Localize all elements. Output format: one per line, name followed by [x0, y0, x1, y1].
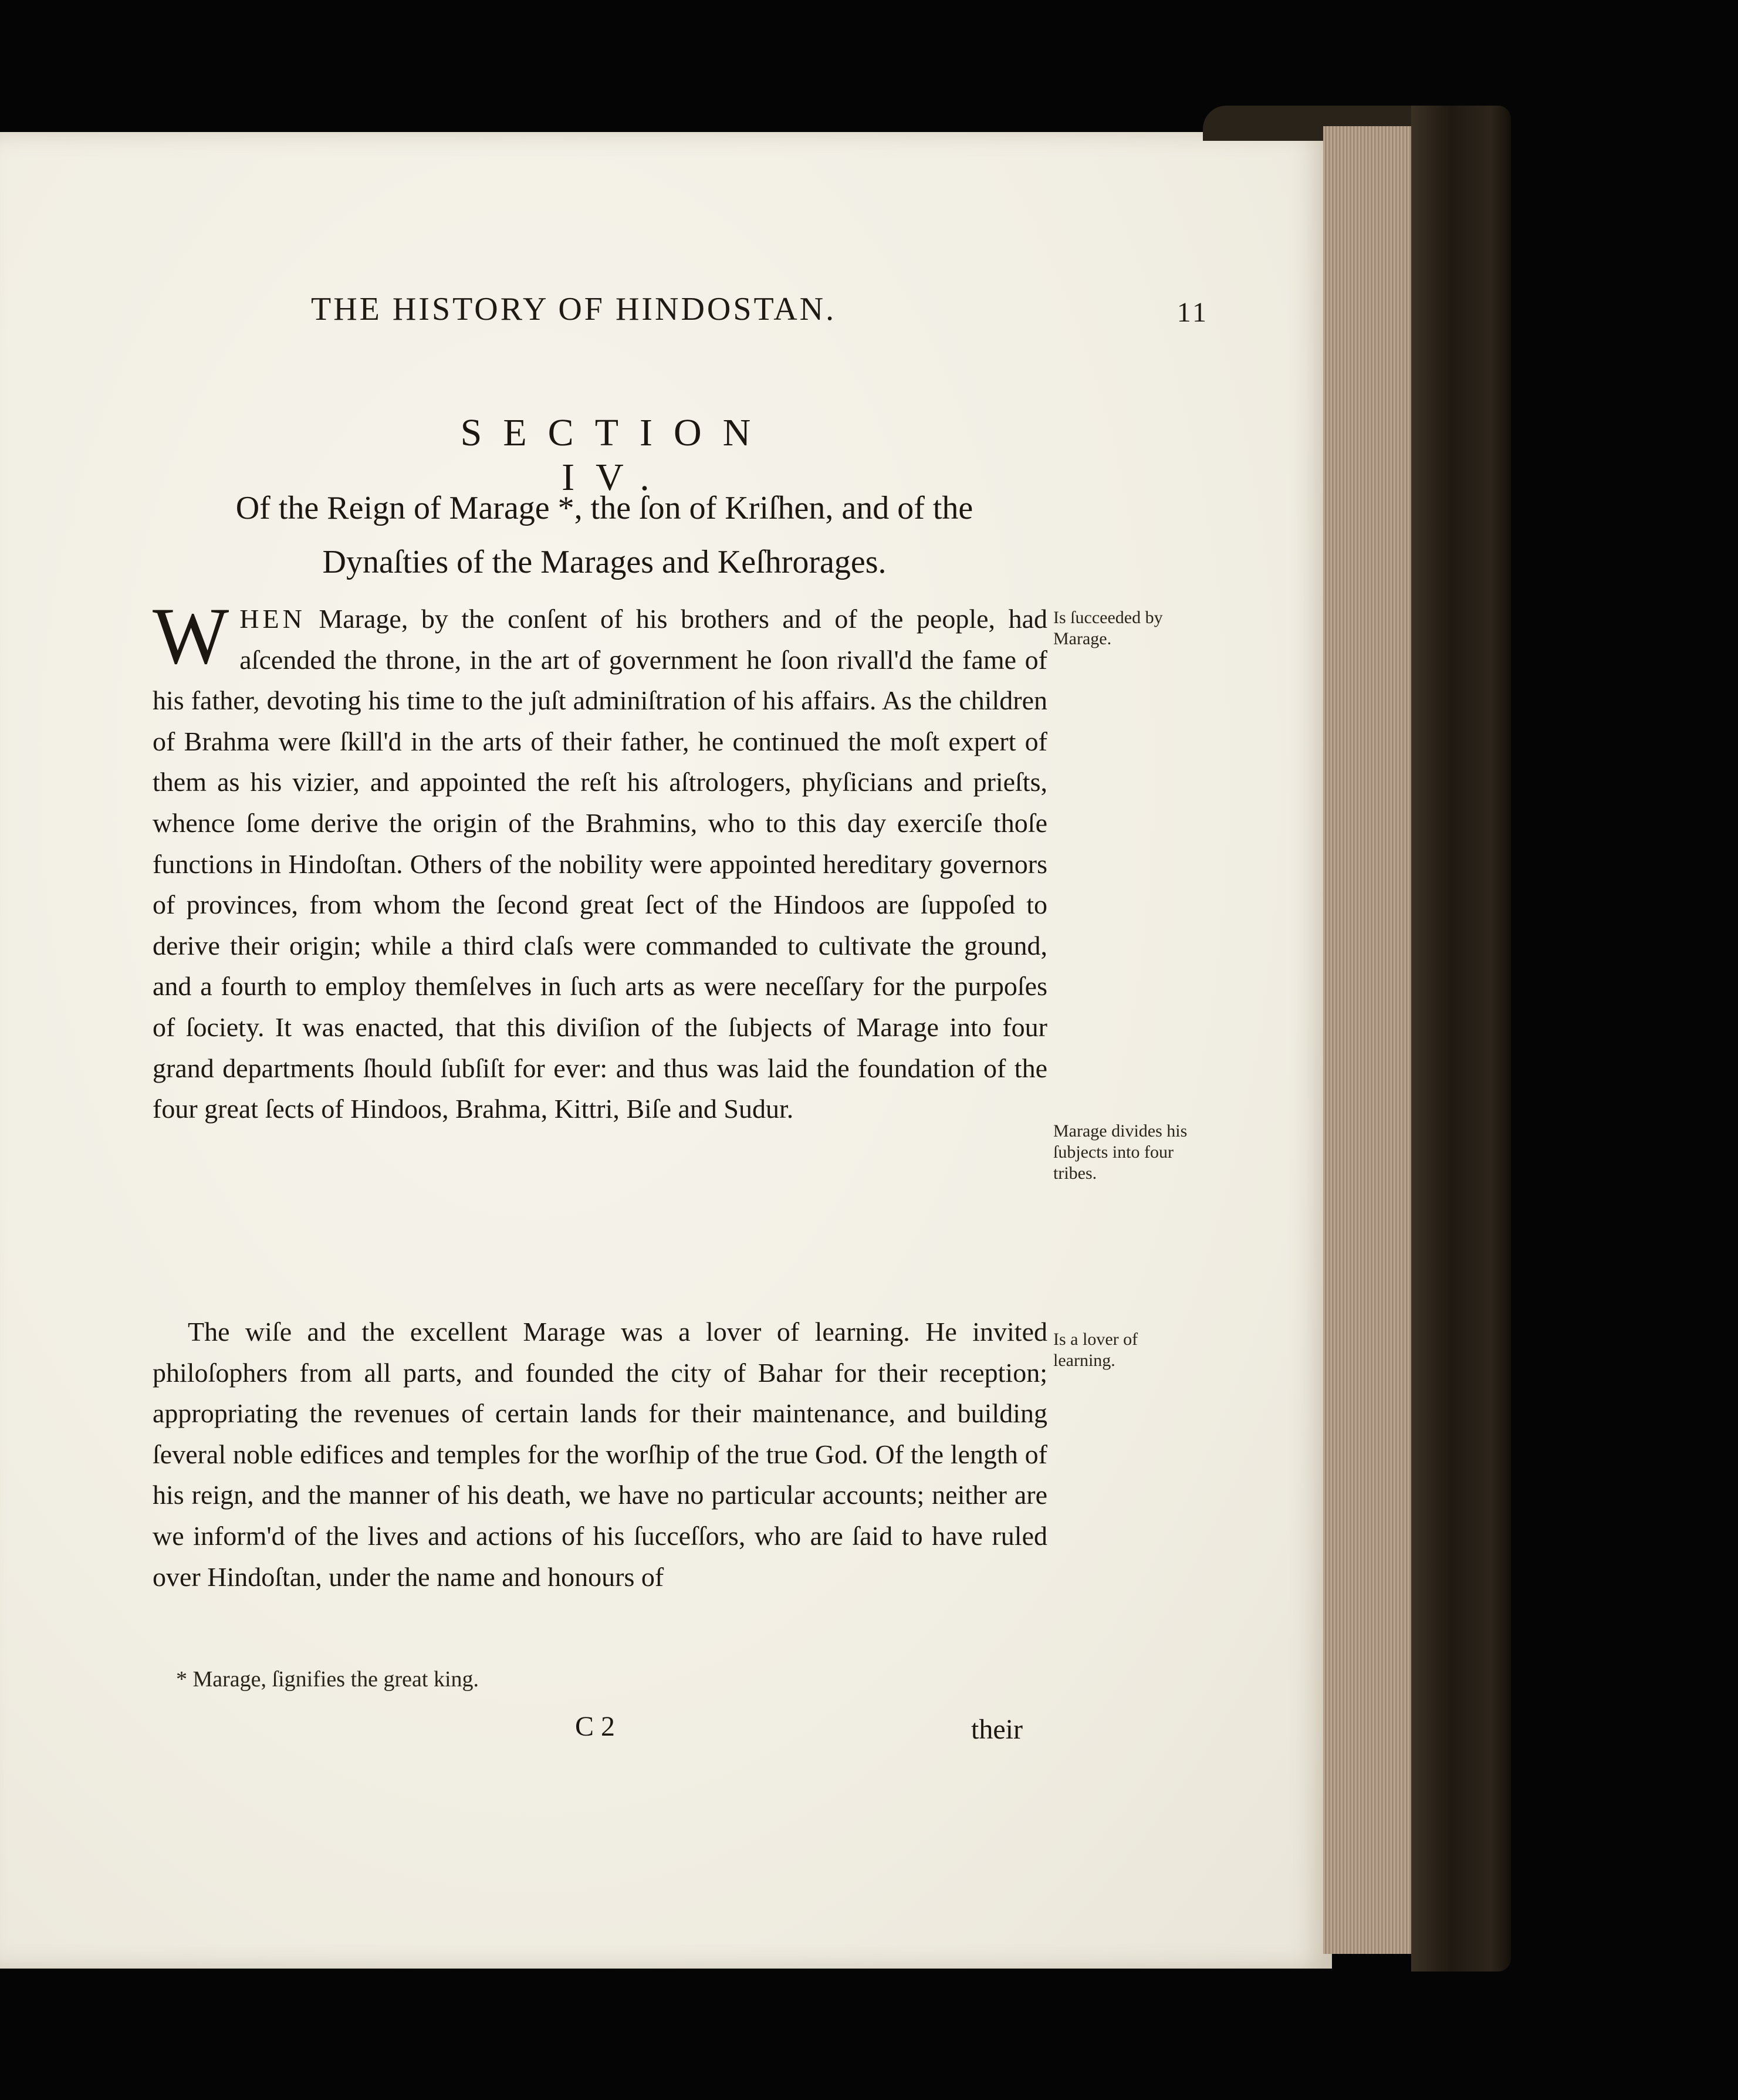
- paragraph-1: [153, 591, 1047, 1130]
- paragraph-1-text: Marage, by the conſent of his brothers and of the people, had aſcended the throne, in the art of government he ſoon rivall'd the fame of his father, devoting his time to the juſt adminiſtration of his affairs. As the children of Brahma were ſkill'd in the arts of their father, he continued the moſt expert of them as his vizier, and appointed the reſt his aſtrologers, phyſicians and prieſts, whence ſome derive the origin of the Brahmins, who to this day exerciſe thoſe functions in Hindoſtan. Others of the nobility were appointed hereditary governors of provinces, from whom the ſecond great ſect of the Hindoos are ſuppoſed to derive their origin; while a third claſs were commanded to cultivate the ground, and a fourth to employ themſelves in ſuch arts as were neceſſary for the purpoſes of ſociety. It was enacted, that this diviſion of the ſubjects of Marage into four grand departments ſhould ſubſiſt for ever: and thus was laid the foundation of the four great ſects of Hindoos, Brahma, Kittri, Biſe and Sudur.: [153, 604, 1047, 1124]
- section-title: [153, 481, 1056, 589]
- footnote: * Marage, ſignifies the great king.: [176, 1667, 479, 1692]
- section-heading: SECTION IV.: [460, 411, 772, 499]
- sidenote-succeeded: Is ſucceeded by Marage.: [1053, 608, 1163, 648]
- paragraph-2-text: The wiſe and the excellent Marage was a lover of learning. He invited philoſophers from all parts, and founded the city of Bahar for their reception; appropriating the revenues of certain lands for their maintenance, and building ſeveral noble edifices and temples for the worſhip of the true God. Of the length of his reign, and the manner of his death, we have no particular accounts; neither are we inform'd of the lives and actions of his ſucceſſors, who are ſaid to have ruled over Hindoſtan, under the name and honours of: [153, 1317, 1047, 1592]
- paragraph-1-first-word: HEN: [239, 604, 306, 634]
- sidenote-learning: Is a lover of learning.: [1053, 1330, 1138, 1370]
- sidenote-divides: Marage divides his ſubjects into four tribes.: [1053, 1121, 1188, 1183]
- running-head: [311, 290, 1209, 332]
- running-head-title: THE HISTORY OF HINDOSTAN.: [311, 291, 837, 327]
- catchword: their: [971, 1714, 1023, 1745]
- section-title-line-2: Dynaſties of the Marages and Keſhrorages.: [322, 544, 887, 580]
- drop-cap: W: [153, 591, 229, 681]
- signature-mark: C 2: [575, 1711, 616, 1742]
- page-edges: [1323, 126, 1417, 1954]
- paragraph-2: [153, 1311, 1047, 1597]
- page-number: 11: [1176, 297, 1209, 328]
- book-cover: [1411, 106, 1511, 1972]
- section-title-line-1: Of the Reign of Marage *, the ſon of Kriſhen, and of the: [235, 490, 973, 526]
